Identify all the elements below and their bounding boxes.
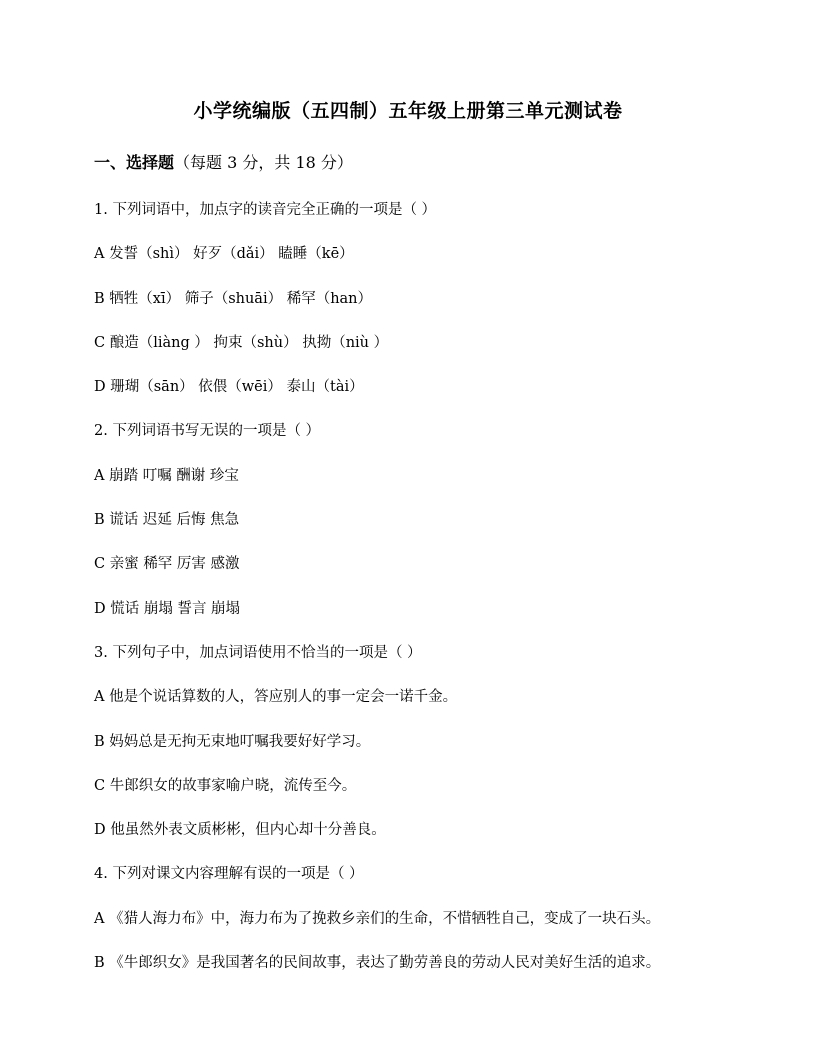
question-4-option-a: A 《猎人海力布》中，海力布为了挽救乡亲们的生命，不惜牺牲自己，变成了一块石头。 bbox=[94, 910, 661, 927]
question-4-option-b: B 《牛郎织女》是我国著名的民间故事，表达了勤劳善良的劳动人民对美好生活的追求。 bbox=[94, 955, 661, 972]
question-2-option-a: A 崩踏 叮嘱 酬谢 珍宝 bbox=[94, 467, 239, 484]
question-2-option-b: B 谎话 迟延 后悔 焦急 bbox=[94, 512, 240, 529]
question-3-option-c: C 牛郎织女的故事家喻户晓，流传至今。 bbox=[94, 777, 357, 794]
question-3-option-b: B 妈妈总是无拘无束地叮嘱我要好好学习。 bbox=[94, 733, 371, 750]
question-1-option-d: D 珊瑚（sān） 依偎（wēi） 泰山（tài） bbox=[94, 379, 364, 396]
question-3-option-d: D 他虽然外表文质彬彬，但内心却十分善良。 bbox=[94, 822, 386, 839]
question-list bbox=[94, 198, 784, 995]
section-heading bbox=[94, 150, 353, 173]
question-3-option-a: A 他是个说话算数的人，答应别人的事一定会一诺千金。 bbox=[94, 689, 458, 706]
question-4-stem: 4. 下列对课文内容理解有误的一项是（ ） bbox=[94, 866, 364, 883]
question-1-option-b: B 牺牲（xī） 筛子（shuāi） 稀罕（han） bbox=[94, 290, 373, 307]
document-title: 小学统编版（五四制）五年级上册第三单元测试卷 bbox=[193, 100, 623, 122]
question-3-stem: 3. 下列句子中，加点词语使用不恰当的一项是（ ） bbox=[94, 644, 422, 661]
question-1-option-a: A 发誓（shì） 好歹（dǎi） 瞌睡（kē） bbox=[94, 246, 354, 263]
question-2-stem: 2. 下列词语书写无误的一项是（ ） bbox=[94, 423, 321, 440]
section-title: 一、选择题 bbox=[94, 153, 175, 172]
question-1-stem: 1. 下列词语中，加点字的读音完全正确的一项是（ ） bbox=[94, 202, 437, 218]
section-scoring-note: （每题 3 分，共 18 分） bbox=[174, 153, 353, 172]
question-2-option-c: C 亲蜜 稀罕 厉害 感激 bbox=[94, 556, 240, 573]
question-1-option-c: C 酿造（liàng ） 拘束（shù） 执拗（niù ） bbox=[94, 334, 389, 351]
question-2-option-d: D 慌话 崩塌 誓言 崩塌 bbox=[94, 600, 241, 617]
